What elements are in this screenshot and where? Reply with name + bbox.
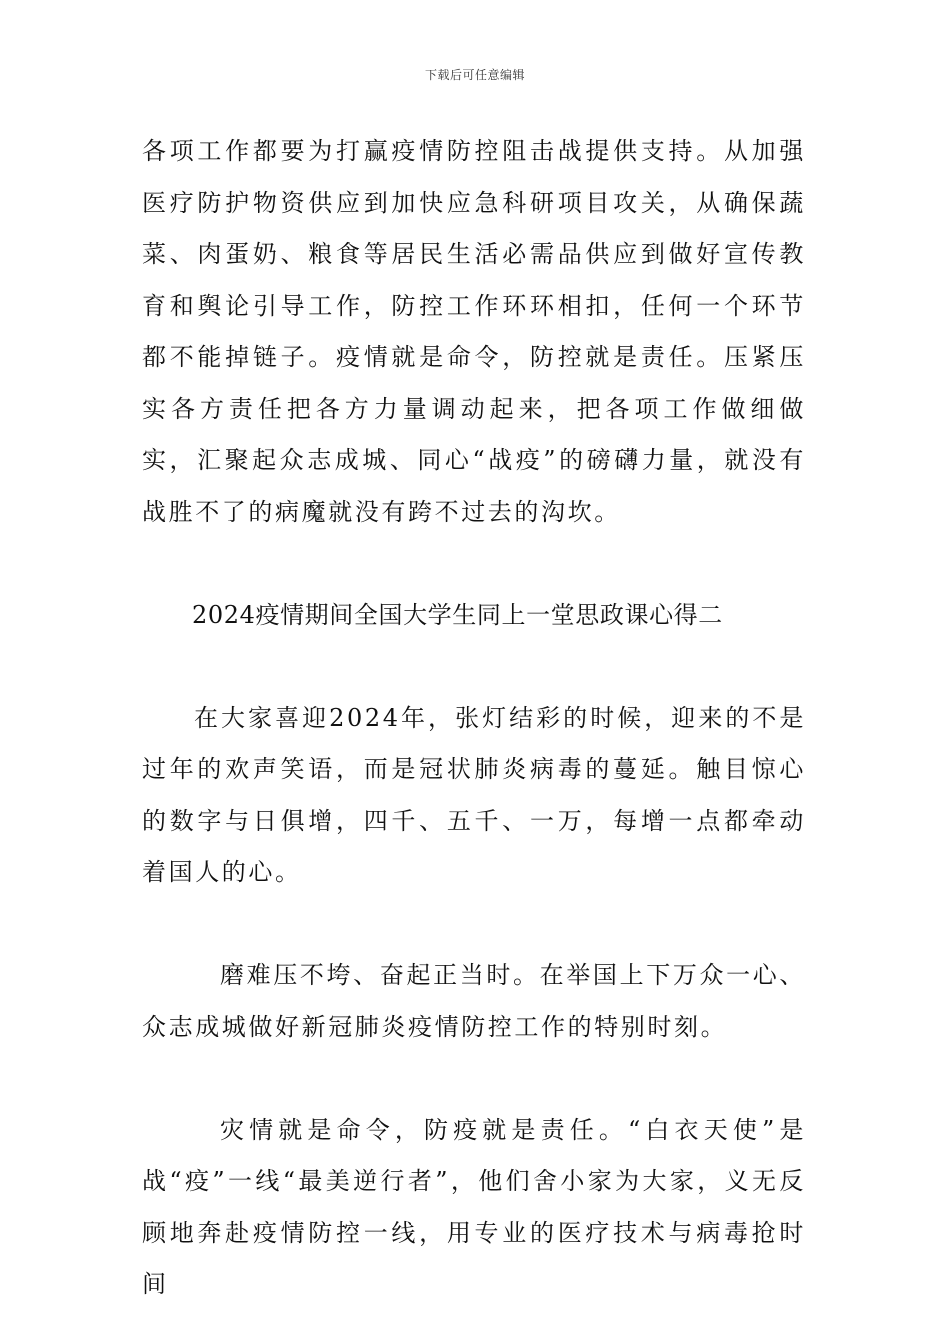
paragraph-gap bbox=[142, 899, 806, 951]
section-title: 2024疫情期间全国大学生同上一堂思政课心得二 bbox=[192, 600, 723, 629]
paragraph-gap bbox=[142, 641, 806, 693]
paragraph-2: 在大家喜迎2024年，张灯结彩的时候，迎来的不是过年的欢声笑语，而是冠状肺炎病毒的蔓延。触目惊心的数字与日俱增，四千、五千、一万，每增一点都牵动着国人的心。 bbox=[142, 703, 806, 886]
paragraph-4: 灾情就是命令，防疫就是责任。“白衣天使”是战“疫”一线“最美逆行者”，他们舍小家为大家，义无反顾地奔赴疫情防控一线，用专业的医疗技术与病毒抢时间 bbox=[142, 1115, 806, 1298]
paragraph-1: 各项工作都要为打赢疫情防控阻击战提供支持。从加强医疗防护物资供应到加快应急科研项目攻关，从确保蔬菜、肉蛋奶、粮食等居民生活必需品供应到做好宣传教育和舆论引导工作，防控工作环环相扣，任何一个环节都不能掉链子。疫情就是命令，防控就是责任。压紧压实各方责任把各方力量调动起来，把各项工作做细做实，汇聚起众志成城、同心“战疫”的磅礴力量，就没有战胜不了的病魔就没有跨不过去的沟坎。 bbox=[142, 137, 806, 526]
paragraph-gap bbox=[142, 1053, 806, 1105]
header-note: 下载后可任意编辑 bbox=[424, 68, 525, 82]
paragraph-3: 磨难压不垮、奋起正当时。在举国上下万众一心、众志成城做好新冠肺炎疫情防控工作的特别时刻。 bbox=[142, 961, 806, 1041]
paragraph-gap bbox=[142, 538, 806, 590]
document-body bbox=[142, 126, 806, 1311]
